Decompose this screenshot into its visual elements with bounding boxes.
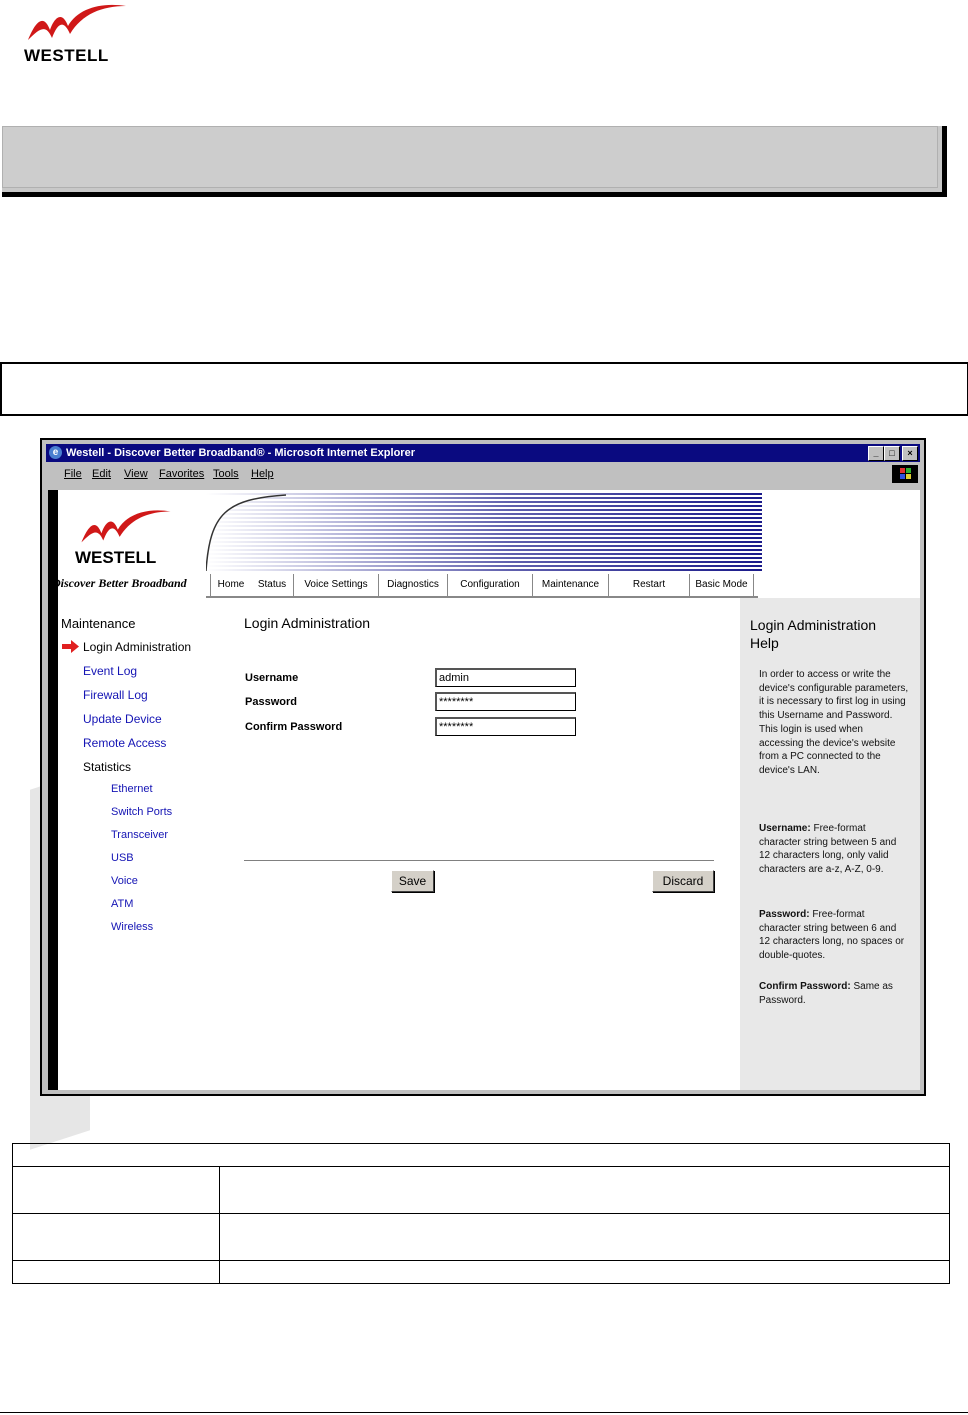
- tab-configuration[interactable]: Configuration: [448, 574, 533, 596]
- minimize-button[interactable]: _: [868, 446, 884, 461]
- menu-edit[interactable]: Edit: [92, 468, 111, 480]
- arrow-right-icon: [62, 640, 79, 653]
- menu-bar: [46, 464, 920, 484]
- nav-stat-voice[interactable]: Voice: [111, 875, 138, 887]
- maximize-button[interactable]: □: [884, 446, 900, 461]
- footer-rule: [0, 1412, 968, 1413]
- tab-diagnostics[interactable]: Diagnostics: [379, 574, 448, 596]
- form-divider: [244, 860, 714, 862]
- tab-voice-settings[interactable]: Voice Settings: [294, 574, 379, 596]
- nav-stat-wireless[interactable]: Wireless: [111, 921, 154, 933]
- nav-remote-access[interactable]: Remote Access: [83, 736, 167, 750]
- tab-status[interactable]: Status: [251, 574, 294, 596]
- menu-view[interactable]: View: [124, 468, 148, 480]
- save-button[interactable]: Save: [391, 870, 434, 892]
- help-confirm-password: Confirm Password: Same as Password.: [759, 981, 893, 1006]
- nav-login-administration[interactable]: Login Administration: [83, 640, 192, 654]
- nav-statistics[interactable]: Statistics: [83, 760, 132, 774]
- help-password: Password: Free-format character string between 6 and 12 characters long, no spaces or double-quotes.: [759, 909, 905, 962]
- help-intro: In order to access or write the device's configurable parameters, it is necessary to first log in using this Username and Password. This login is used when accessing the device's website from a PC connected to the device's LAN.: [759, 669, 909, 776]
- table-row: [13, 1214, 950, 1261]
- note-box: [0, 362, 968, 416]
- windows-flag-icon: [892, 465, 918, 483]
- password-input[interactable]: ********: [435, 692, 576, 711]
- menu-favorites[interactable]: Favorites: [159, 468, 205, 480]
- banner-logo: [62, 494, 202, 574]
- table-header-row: [13, 1144, 950, 1167]
- nav-stat-usb[interactable]: USB: [111, 852, 134, 864]
- window-title: Westell - Discover Better Broadband® - Microsoft Internet Explorer: [66, 447, 415, 459]
- nav-section-title: Maintenance: [61, 616, 136, 631]
- tab-maintenance[interactable]: Maintenance: [533, 574, 609, 596]
- help-title: Login Administration Help: [750, 617, 877, 651]
- westell-logo: [22, 0, 132, 66]
- westell-logo-mark: [22, 0, 132, 44]
- discard-button[interactable]: Discard: [652, 870, 714, 892]
- nav-stat-transceiver[interactable]: Transceiver: [111, 829, 169, 841]
- title-bar: [46, 444, 920, 462]
- tab-basic-mode[interactable]: Basic Mode: [690, 574, 754, 596]
- tab-restart[interactable]: Restart: [609, 574, 690, 596]
- username-input[interactable]: admin: [435, 668, 576, 687]
- description-table: [12, 1143, 950, 1284]
- nav-stat-ethernet[interactable]: Ethernet: [111, 783, 153, 795]
- ie-icon: e: [49, 446, 62, 459]
- banner-tagline: Discover Better Broadband: [52, 576, 187, 590]
- page-title: Login Administration: [244, 615, 371, 631]
- banner-logo-mark: [76, 502, 176, 550]
- tab-home[interactable]: Home: [210, 574, 252, 596]
- menu-file[interactable]: File: [64, 468, 82, 480]
- confirm-password-input[interactable]: ********: [435, 717, 576, 736]
- menu-help[interactable]: Help: [251, 468, 274, 480]
- westell-logo-text: WESTELL: [24, 46, 109, 65]
- menu-tools[interactable]: Tools: [213, 468, 239, 480]
- browser-window: [40, 438, 926, 1096]
- banner-stripes: [206, 493, 762, 571]
- password-label: Password: [245, 696, 297, 708]
- nav-stat-atm[interactable]: ATM: [111, 898, 134, 910]
- nav-event-log[interactable]: Event Log: [83, 664, 138, 678]
- page-viewport: [48, 490, 920, 1090]
- nav-firewall-log[interactable]: Firewall Log: [83, 688, 148, 702]
- username-label: Username: [245, 672, 299, 684]
- close-button[interactable]: ×: [902, 446, 918, 461]
- table-row: [13, 1261, 950, 1284]
- table-row: [13, 1167, 950, 1214]
- nav-stat-switch-ports[interactable]: Switch Ports: [111, 806, 173, 818]
- banner-logo-text: WESTELL: [75, 548, 157, 567]
- help-username: Username: Free-format character string between 5 and 12 characters long, only valid characters are a-z, A-Z, 0-9.: [759, 823, 897, 876]
- help-panel: [740, 598, 920, 1090]
- section-header-bar: [2, 126, 947, 197]
- nav-update-device[interactable]: Update Device: [83, 712, 162, 726]
- confirm-password-label: Confirm Password: [245, 721, 343, 733]
